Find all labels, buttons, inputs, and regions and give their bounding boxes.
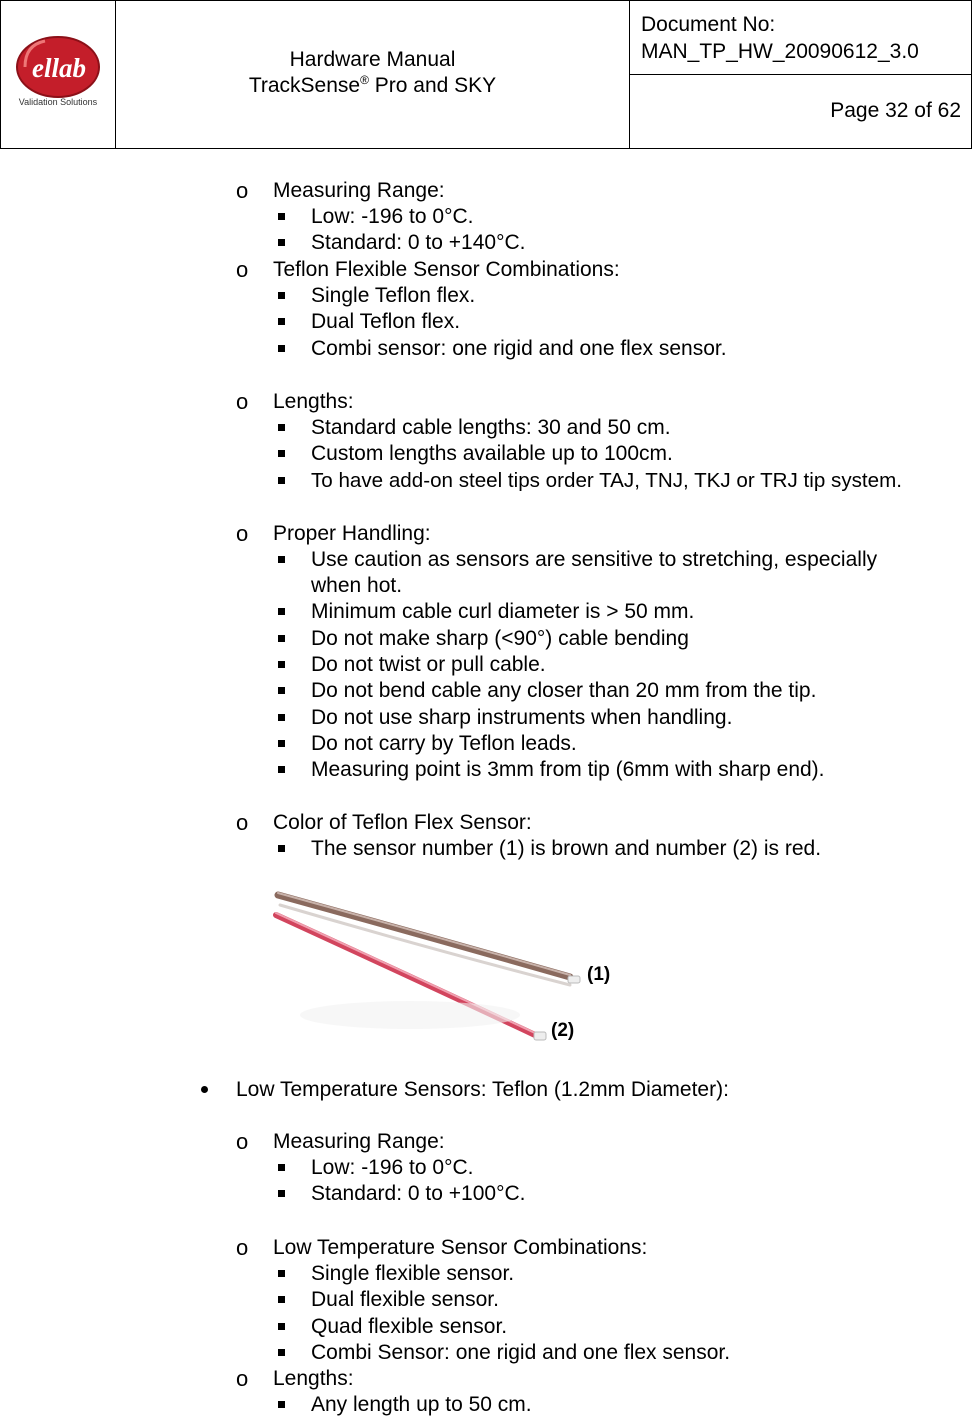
square-bullet: [278, 1296, 285, 1303]
square-bullet: [278, 450, 285, 457]
svg-text:Validation Solutions: Validation Solutions: [18, 97, 98, 107]
square-bullet: [278, 1270, 285, 1277]
manual-subtitle: TrackSense® Pro and SKY: [248, 73, 497, 97]
square-bullet: [278, 714, 285, 721]
sub-bullet-marker: o: [236, 521, 249, 546]
sub-bullet-marker: o: [236, 257, 249, 282]
list-item: Custom lengths available up to 100cm.: [311, 442, 673, 465]
list-item: Do not carry by Teflon leads.: [311, 732, 577, 755]
handling-heading: Proper Handling:: [273, 522, 431, 545]
color-heading: Color of Teflon Flex Sensor:: [273, 811, 532, 834]
list-item: Quad flexible sensor.: [311, 1315, 508, 1338]
square-bullet: [278, 1401, 285, 1408]
sub-bullet-marker: o: [236, 1366, 249, 1391]
list-item: Single flexible sensor.: [311, 1262, 515, 1285]
sub-bullet-marker: o: [236, 1235, 249, 1260]
sub-bullet-marker: o: [236, 1129, 249, 1154]
low-temp-sensors-heading: Low Temperature Sensors: Teflon (1.2mm Diameter):: [236, 1078, 729, 1101]
square-bullet: [278, 345, 285, 352]
sensor-label-1: (1): [587, 964, 611, 985]
sensor-label-2: (2): [551, 1020, 575, 1041]
square-bullet: [278, 740, 285, 747]
square-bullet: [278, 1349, 285, 1356]
square-bullet: [278, 318, 285, 325]
list-item: Do not bend cable any closer than 20 mm from the tip.: [311, 679, 817, 702]
list-item: Minimum cable curl diameter is > 50 mm.: [311, 600, 695, 623]
square-bullet: [278, 239, 285, 246]
square-bullet: [278, 213, 285, 220]
square-bullet: [278, 608, 285, 615]
list-item: Standard: 0 to +100°C.: [311, 1182, 526, 1205]
document-label: Document No:: [641, 13, 776, 36]
list-item: Combi sensor: one rigid and one flex sensor.: [311, 337, 727, 360]
square-bullet: [278, 1190, 285, 1197]
measuring-range-heading: Measuring Range:: [273, 1130, 445, 1153]
square-bullet: [278, 635, 285, 642]
square-bullet: [278, 766, 285, 773]
square-bullet: [278, 687, 285, 694]
square-bullet: [278, 845, 285, 852]
lengths-heading: Lengths:: [273, 1367, 354, 1390]
square-bullet: [278, 477, 285, 484]
list-item-continuation: when hot.: [311, 574, 403, 597]
sub-bullet-marker: o: [236, 389, 249, 414]
list-item: Standard: 0 to +140°C.: [311, 231, 526, 254]
list-item: Do not make sharp (<90°) cable bending: [311, 627, 689, 650]
manual-title-cell: [116, 1, 630, 148]
list-item: The sensor number (1) is brown and number (2) is red.: [311, 837, 822, 860]
list-item: Low: -196 to 0°C.: [311, 205, 474, 228]
sub-bullet-marker: o: [236, 178, 249, 203]
square-bullet: [278, 424, 285, 431]
list-item: Single Teflon flex.: [311, 284, 476, 307]
list-item: Do not use sharp instruments when handling.: [311, 706, 733, 729]
lengths-heading: Lengths:: [273, 390, 354, 413]
combinations-heading: Low Temperature Sensor Combinations:: [273, 1236, 648, 1259]
list-item: Low: -196 to 0°C.: [311, 1156, 474, 1179]
square-bullet: [278, 292, 285, 299]
logo-cell: [1, 1, 116, 148]
square-bullet: [278, 661, 285, 668]
bullet-dot: [201, 1086, 208, 1093]
list-item: Measuring point is 3mm from tip (6mm with sharp end).: [311, 758, 825, 781]
list-item: Dual Teflon flex.: [311, 310, 461, 333]
measuring-range-heading: Measuring Range:: [273, 179, 445, 202]
list-item: Use caution as sensors are sensitive to stretching, especially: [311, 548, 878, 571]
page-header: [0, 0, 972, 149]
manual-title: Hardware Manual: [289, 48, 456, 71]
page-number: Page 32 of 62: [830, 99, 961, 122]
teflon-sensor-photo: [270, 885, 590, 1055]
square-bullet: [278, 1164, 285, 1171]
list-item: Do not twist or pull cable.: [311, 653, 546, 676]
document-number: MAN_TP_HW_20090612_3.0: [641, 40, 919, 63]
list-item: Standard cable lengths: 30 and 50 cm.: [311, 416, 671, 439]
list-item: Combi Sensor: one rigid and one flex sensor.: [311, 1341, 731, 1364]
list-item: Any length up to 50 cm.: [311, 1393, 532, 1416]
square-bullet: [278, 556, 285, 563]
square-bullet: [278, 1323, 285, 1330]
combinations-heading: Teflon Flexible Sensor Combinations:: [273, 258, 620, 281]
list-item: To have add-on steel tips order TAJ, TNJ, TKJ or TRJ tip system.: [311, 469, 902, 492]
document-number-cell: [630, 1, 971, 75]
ellab-logo: [1, 1, 115, 148]
page-number-cell: [630, 75, 971, 148]
list-item: Dual flexible sensor.: [311, 1288, 499, 1311]
sub-bullet-marker: o: [236, 810, 249, 835]
svg-text:ellab: ellab: [32, 53, 86, 83]
